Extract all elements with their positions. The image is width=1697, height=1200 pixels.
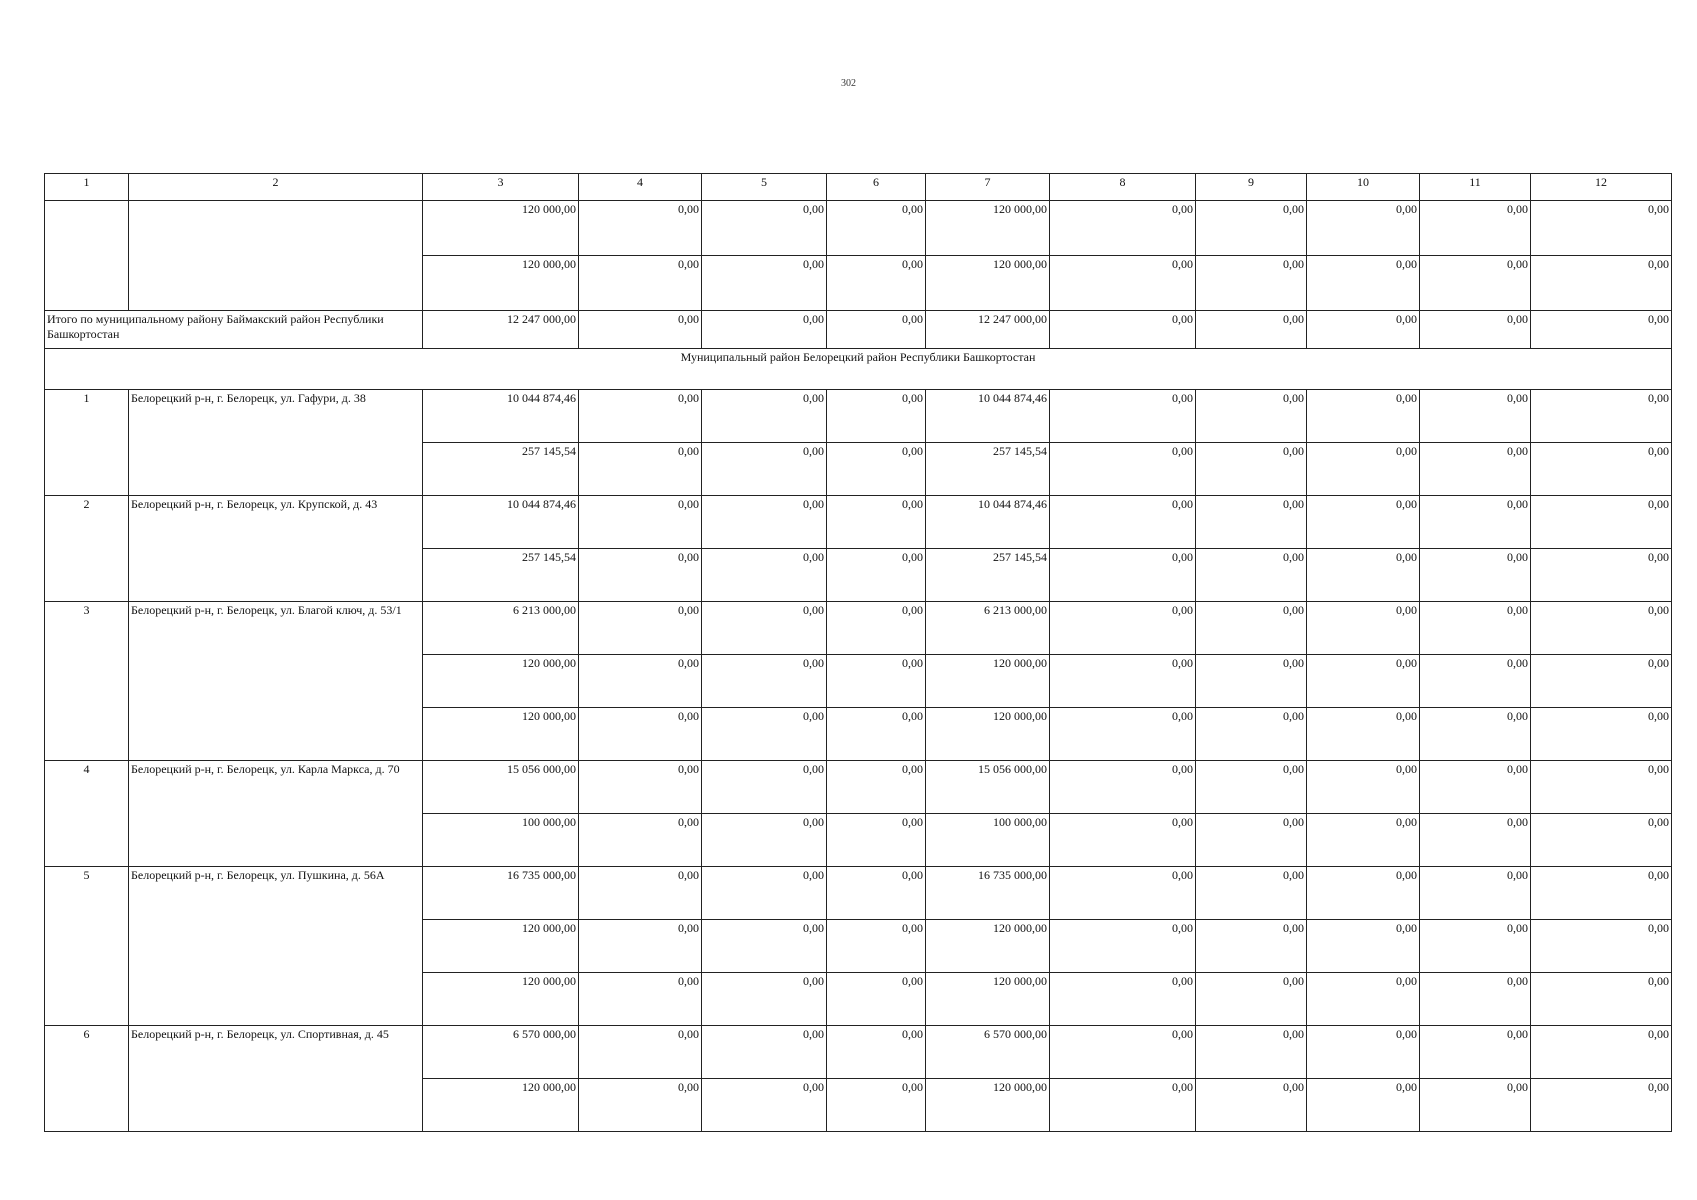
value-cell: 0,00 [1307,549,1420,602]
total-row [45,311,1672,349]
value-cell: 0,00 [579,496,702,549]
value-cell: 0,00 [1420,867,1531,920]
value-cell: 0,00 [827,1026,926,1079]
value-cell: 0,00 [1196,655,1307,708]
value-cell: 0,00 [1050,973,1196,1026]
value-cell: 0,00 [1531,443,1672,496]
address-cell: Белорецкий р-н, г. Белорецк, ул. Гафури, д. 38 [129,390,423,496]
col-header: 7 [926,174,1050,201]
value-cell: 0,00 [1050,1079,1196,1132]
value-cell: 0,00 [1196,443,1307,496]
value-cell: 10 044 874,46 [926,496,1050,549]
value-cell: 0,00 [1531,549,1672,602]
value-cell: 0,00 [1196,201,1307,256]
col-header: 10 [1307,174,1420,201]
table-row [45,201,1672,256]
table-row [45,867,1672,920]
value-cell: 257 145,54 [423,443,579,496]
value-cell: 0,00 [1420,311,1531,349]
value-cell: 0,00 [827,256,926,311]
col-header: 12 [1531,174,1672,201]
value-cell: 0,00 [702,311,827,349]
value-cell: 0,00 [1531,973,1672,1026]
address-cell: Белорецкий р-н, г. Белорецк, ул. Спортивная, д. 45 [129,1026,423,1132]
value-cell: 0,00 [702,1026,827,1079]
value-cell: 0,00 [1050,390,1196,443]
value-cell: 0,00 [702,443,827,496]
value-cell: 0,00 [1307,443,1420,496]
value-cell: 0,00 [1050,814,1196,867]
address-cell: Белорецкий р-н, г. Белорецк, ул. Карла Маркса, д. 70 [129,761,423,867]
value-cell: 0,00 [1420,549,1531,602]
value-cell: 0,00 [827,549,926,602]
value-cell: 100 000,00 [926,814,1050,867]
col-header: 4 [579,174,702,201]
value-cell: 120 000,00 [926,1079,1050,1132]
value-cell: 0,00 [1307,496,1420,549]
row-number-cell: 4 [45,761,129,867]
value-cell: 0,00 [1420,602,1531,655]
col-header: 3 [423,174,579,201]
value-cell: 0,00 [1307,920,1420,973]
value-cell: 0,00 [1050,443,1196,496]
value-cell: 120 000,00 [423,1079,579,1132]
value-cell: 0,00 [827,602,926,655]
value-cell: 6 213 000,00 [926,602,1050,655]
value-cell: 0,00 [1050,256,1196,311]
value-cell: 0,00 [1420,443,1531,496]
address-cell: Белорецкий р-н, г. Белорецк, ул. Пушкина, д. 56А [129,867,423,1026]
value-cell: 0,00 [1307,761,1420,814]
value-cell: 0,00 [702,390,827,443]
col-header: 1 [45,174,129,201]
value-cell: 0,00 [579,867,702,920]
value-cell: 0,00 [702,814,827,867]
value-cell: 0,00 [827,443,926,496]
value-cell: 0,00 [1420,708,1531,761]
value-cell: 0,00 [702,920,827,973]
value-cell: 0,00 [1307,1079,1420,1132]
page-number: 302 [841,78,856,89]
value-cell: 0,00 [1196,496,1307,549]
value-cell: 0,00 [1420,920,1531,973]
row-number-cell: 3 [45,602,129,761]
value-cell: 0,00 [1050,708,1196,761]
value-cell: 0,00 [1307,814,1420,867]
value-cell: 0,00 [1420,390,1531,443]
address-cell [129,201,423,311]
value-cell: 0,00 [1050,867,1196,920]
address-cell: Белорецкий р-н, г. Белорецк, ул. Благой ключ, д. 53/1 [129,602,423,761]
value-cell: 0,00 [1531,311,1672,349]
value-cell: 0,00 [1531,1026,1672,1079]
value-cell: 0,00 [1531,920,1672,973]
value-cell: 0,00 [827,390,926,443]
value-cell: 0,00 [579,1079,702,1132]
value-cell: 0,00 [1196,973,1307,1026]
value-cell: 0,00 [1196,549,1307,602]
value-cell: 0,00 [1420,1026,1531,1079]
value-cell: 0,00 [827,814,926,867]
value-cell: 0,00 [1420,256,1531,311]
value-cell: 0,00 [1050,655,1196,708]
col-header: 2 [129,174,423,201]
value-cell: 0,00 [1196,1079,1307,1132]
row-number-cell: 5 [45,867,129,1026]
table-row [45,602,1672,655]
value-cell: 0,00 [827,1079,926,1132]
value-cell: 0,00 [1050,201,1196,256]
value-cell: 0,00 [1531,814,1672,867]
section-row [45,349,1672,390]
value-cell: 0,00 [702,602,827,655]
total-label: Итого по муниципальному району Баймакский район Республики Башкортостан [45,311,423,349]
value-cell: 10 044 874,46 [423,390,579,443]
value-cell: 0,00 [1196,256,1307,311]
value-cell: 0,00 [579,920,702,973]
data-table [44,173,1672,1132]
value-cell: 0,00 [1307,256,1420,311]
value-cell: 6 570 000,00 [423,1026,579,1079]
value-cell: 0,00 [579,311,702,349]
value-cell: 0,00 [1307,1026,1420,1079]
row-number-cell [45,201,129,311]
value-cell: 10 044 874,46 [926,390,1050,443]
value-cell: 0,00 [1050,496,1196,549]
value-cell: 0,00 [1196,708,1307,761]
value-cell: 0,00 [827,655,926,708]
col-header: 9 [1196,174,1307,201]
value-cell: 0,00 [1196,390,1307,443]
value-cell: 0,00 [579,443,702,496]
value-cell: 0,00 [1307,867,1420,920]
section-title: Муниципальный район Белорецкий район Республики Башкортостан [45,349,1672,390]
row-number-cell: 1 [45,390,129,496]
value-cell: 0,00 [1420,761,1531,814]
value-cell: 0,00 [827,311,926,349]
value-cell: 16 735 000,00 [423,867,579,920]
value-cell: 120 000,00 [926,920,1050,973]
value-cell: 120 000,00 [423,655,579,708]
table-row [45,761,1672,814]
value-cell: 0,00 [579,256,702,311]
value-cell: 0,00 [1420,1079,1531,1132]
value-cell: 0,00 [1196,814,1307,867]
value-cell: 0,00 [827,920,926,973]
value-cell: 0,00 [702,496,827,549]
value-cell: 0,00 [702,549,827,602]
value-cell: 0,00 [1196,311,1307,349]
value-cell: 0,00 [1307,973,1420,1026]
value-cell: 257 145,54 [926,443,1050,496]
value-cell: 0,00 [1307,655,1420,708]
value-cell: 0,00 [702,973,827,1026]
table-row [45,496,1672,549]
value-cell: 120 000,00 [423,973,579,1026]
value-cell: 0,00 [579,814,702,867]
value-cell: 0,00 [1307,201,1420,256]
value-cell: 0,00 [1420,655,1531,708]
value-cell: 120 000,00 [423,201,579,256]
value-cell: 0,00 [579,655,702,708]
table-row [45,1026,1672,1079]
value-cell: 0,00 [579,1026,702,1079]
value-cell: 120 000,00 [423,920,579,973]
value-cell: 0,00 [827,973,926,1026]
col-header: 6 [827,174,926,201]
col-header: 11 [1420,174,1531,201]
value-cell: 100 000,00 [423,814,579,867]
value-cell: 0,00 [1196,1026,1307,1079]
value-cell: 0,00 [579,973,702,1026]
value-cell: 0,00 [1531,201,1672,256]
value-cell: 0,00 [1420,814,1531,867]
value-cell: 120 000,00 [926,201,1050,256]
value-cell: 120 000,00 [926,655,1050,708]
value-cell: 0,00 [1307,311,1420,349]
row-number-cell: 6 [45,1026,129,1132]
value-cell: 0,00 [827,496,926,549]
value-cell: 0,00 [1531,496,1672,549]
value-cell: 0,00 [1196,920,1307,973]
value-cell: 0,00 [1420,201,1531,256]
value-cell: 0,00 [702,761,827,814]
value-cell: 120 000,00 [423,708,579,761]
col-header: 5 [702,174,827,201]
value-cell: 0,00 [579,201,702,256]
value-cell: 0,00 [1531,602,1672,655]
value-cell: 0,00 [827,761,926,814]
value-cell: 0,00 [1050,1026,1196,1079]
value-cell: 0,00 [1307,708,1420,761]
value-cell: 0,00 [702,708,827,761]
value-cell: 0,00 [827,708,926,761]
value-cell: 16 735 000,00 [926,867,1050,920]
value-cell: 6 213 000,00 [423,602,579,655]
value-cell: 0,00 [579,708,702,761]
table-row [45,390,1672,443]
value-cell: 0,00 [1531,655,1672,708]
value-cell: 0,00 [827,867,926,920]
value-cell: 12 247 000,00 [926,311,1050,349]
value-cell: 0,00 [1307,390,1420,443]
value-cell: 257 145,54 [926,549,1050,602]
value-cell: 0,00 [1196,602,1307,655]
value-cell: 0,00 [1050,549,1196,602]
value-cell: 0,00 [579,549,702,602]
row-number-cell: 2 [45,496,129,602]
value-cell: 0,00 [1420,496,1531,549]
value-cell: 0,00 [1531,390,1672,443]
value-cell: 0,00 [702,201,827,256]
value-cell: 0,00 [1196,867,1307,920]
value-cell: 15 056 000,00 [423,761,579,814]
value-cell: 120 000,00 [926,973,1050,1026]
value-cell: 15 056 000,00 [926,761,1050,814]
col-header: 8 [1050,174,1196,201]
header-row [45,174,1672,201]
value-cell: 257 145,54 [423,549,579,602]
value-cell: 0,00 [1531,708,1672,761]
value-cell: 0,00 [1531,256,1672,311]
value-cell: 12 247 000,00 [423,311,579,349]
value-cell: 0,00 [579,761,702,814]
value-cell: 0,00 [702,256,827,311]
value-cell: 120 000,00 [926,708,1050,761]
value-cell: 0,00 [702,1079,827,1132]
address-cell: Белорецкий р-н, г. Белорецк, ул. Крупской, д. 43 [129,496,423,602]
value-cell: 0,00 [1307,602,1420,655]
value-cell: 10 044 874,46 [423,496,579,549]
value-cell: 0,00 [1420,973,1531,1026]
value-cell: 0,00 [579,390,702,443]
value-cell: 120 000,00 [423,256,579,311]
value-cell: 0,00 [702,867,827,920]
value-cell: 0,00 [1050,920,1196,973]
value-cell: 0,00 [1196,761,1307,814]
value-cell: 0,00 [1050,602,1196,655]
value-cell: 0,00 [702,655,827,708]
value-cell: 0,00 [1531,1079,1672,1132]
value-cell: 0,00 [579,602,702,655]
value-cell: 0,00 [1531,867,1672,920]
value-cell: 0,00 [1531,761,1672,814]
value-cell: 6 570 000,00 [926,1026,1050,1079]
value-cell: 0,00 [1050,761,1196,814]
value-cell: 0,00 [1050,311,1196,349]
value-cell: 0,00 [827,201,926,256]
value-cell: 120 000,00 [926,256,1050,311]
